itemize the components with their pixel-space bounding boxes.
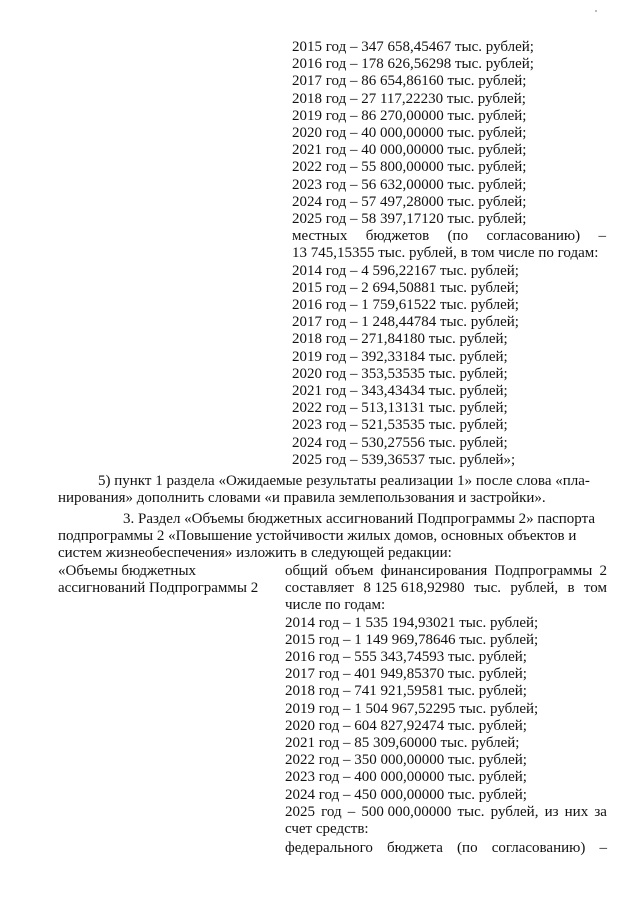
- list-item: 2025 год – 539,36537 тыс. рублей»;: [292, 451, 516, 468]
- scan-speck: [595, 10, 597, 12]
- list-item: 2018 год – 741 921,59581 тыс. рублей;: [285, 683, 527, 700]
- word: них: [564, 803, 589, 820]
- financing-intro-line-3: числе по годам:: [285, 597, 386, 614]
- list-item: 2021 год – 343,43434 тыс. рублей;: [292, 383, 508, 399]
- word: за: [594, 803, 607, 820]
- list-item: 2018 год – 27 117,22230 тыс. рублей;: [292, 90, 526, 107]
- list-item: 2025 год – 58 397,17120 тыс. рублей;: [292, 211, 527, 227]
- list-item: 2019 год – 1 504 967,52295 тыс. рублей;: [285, 700, 539, 717]
- list-item: 2018 год – 271,84180 тыс. рублей;: [292, 331, 508, 348]
- word: рублей,: [490, 803, 539, 820]
- list-item: 2022 год – 55 800,00000 тыс. рублей;: [292, 159, 527, 176]
- list-item: 2015 год – 1 149 969,78646 тыс. рублей;: [285, 631, 539, 648]
- financing-intro-line-2: [285, 580, 607, 597]
- list-item: 2017 год – 86 654,86160 тыс. рублей;: [292, 73, 527, 90]
- item-3-paragraph-line-3: систем жизнеобеспечения» изложить в следующей редакции:: [58, 545, 452, 562]
- local-budgets-total: 13 745,15355 тыс. рублей, в том числе по годам:: [292, 245, 599, 262]
- financing-intro-line-1: [285, 563, 607, 580]
- list-item: 2014 год – 4 596,22167 тыс. рублей;: [292, 262, 519, 279]
- word: финансирования: [380, 563, 488, 579]
- local-budgets-heading: [292, 228, 606, 245]
- word: 500 000,00000: [361, 803, 452, 820]
- list-item: 2016 год – 1 759,61522 тыс. рублей;: [292, 297, 519, 313]
- list-item: 2019 год – 392,33184 тыс. рублей;: [292, 348, 508, 365]
- word: в: [567, 580, 575, 597]
- word: –: [598, 228, 606, 245]
- list-item: 2022 год – 350 000,00000 тыс. рублей;: [285, 752, 527, 769]
- list-item: 2015 год – 2 694,50881 тыс. рублей;: [292, 279, 519, 296]
- list-item: 2023 год – 521,53535 тыс. рублей;: [292, 417, 508, 434]
- list-item: 2024 год – 450 000,00000 тыс. рублей;: [285, 786, 527, 803]
- list-item: 2024 год – 57 497,28000 тыс. рублей;: [292, 193, 527, 210]
- item-5-paragraph-line-1: 5) пункт 1 раздела «Ожидаемые результаты реализации 1» после слова «пла-: [98, 473, 590, 489]
- list-item: 2017 год – 401 949,85370 тыс. рублей;: [285, 666, 527, 683]
- word: тыс.: [473, 580, 502, 597]
- table-left-label-line-1: «Объемы бюджетных: [58, 563, 197, 579]
- list-item: 2021 год – 85 309,60000 тыс. рублей;: [285, 735, 520, 751]
- financing-total: 8 125 618,92980: [363, 580, 465, 597]
- item-3-paragraph-line-1: 3. Раздел «Объемы бюджетных ассигнований Подпрограммы 2» паспорта: [123, 511, 596, 527]
- word: –: [599, 840, 607, 856]
- list-item: 2016 год – 178 626,56298 тыс. рублей;: [292, 56, 534, 73]
- word: том: [583, 580, 607, 597]
- word: Подпрограммы: [494, 563, 593, 579]
- year-2025-line-1: [285, 804, 607, 821]
- list-item: 2020 год – 604 827,92474 тыс. рублей;: [285, 717, 527, 734]
- list-item: 2023 год – 400 000,00000 тыс. рублей;: [285, 769, 527, 786]
- list-item: 2024 год – 530,27556 тыс. рублей;: [292, 434, 508, 451]
- word: из: [544, 803, 559, 820]
- item-5-paragraph-line-2: нирования» дополнить словами «и правила землепользования и застройки».: [58, 490, 546, 507]
- list-item: 2014 год – 1 535 194,93021 тыс. рублей;: [285, 614, 539, 631]
- list-item: 2017 год – 1 248,44784 тыс. рублей;: [292, 314, 519, 331]
- list-item: 2023 год – 56 632,00000 тыс. рублей;: [292, 176, 527, 193]
- list-item: 2016 год – 555 343,74593 тыс. рублей;: [285, 649, 527, 665]
- word: бюджета: [387, 840, 443, 856]
- list-item: 2015 год – 347 658,45467 тыс. рублей;: [292, 39, 534, 55]
- word: (по: [457, 840, 478, 856]
- list-item: 2022 год – 513,13131 тыс. рублей;: [292, 400, 508, 417]
- word: согласованию): [491, 840, 586, 856]
- word: местных: [292, 228, 348, 245]
- list-item: 2019 год – 86 270,00000 тыс. рублей;: [292, 107, 527, 124]
- word: рублей,: [510, 580, 559, 597]
- word: (по: [447, 228, 469, 245]
- word: федерального: [285, 840, 373, 856]
- table-left-label-line-2: ассигнований Подпрограммы 2: [58, 580, 259, 597]
- word: объем: [334, 563, 374, 579]
- item-3-paragraph-line-2: подпрограммы 2 «Повышение устойчивости жилых домов, основных объектов и: [58, 528, 577, 545]
- word: бюджетов: [365, 228, 430, 245]
- list-item: 2021 год – 40 000,00000 тыс. рублей;: [292, 142, 527, 159]
- list-item: 2020 год – 353,53535 тыс. рублей;: [292, 365, 508, 382]
- federal-budget-heading: [285, 840, 607, 857]
- word: тыс.: [457, 803, 485, 820]
- word: составляет: [285, 580, 355, 597]
- list-item: 2020 год – 40 000,00000 тыс. рублей;: [292, 125, 527, 141]
- year-2025-line-2: счет средств:: [285, 821, 369, 837]
- word: –: [347, 803, 356, 820]
- word: согласованию): [486, 228, 581, 245]
- word: год: [321, 803, 342, 820]
- word: 2: [599, 563, 607, 579]
- word: 2025: [285, 803, 315, 820]
- word: общий: [285, 563, 328, 579]
